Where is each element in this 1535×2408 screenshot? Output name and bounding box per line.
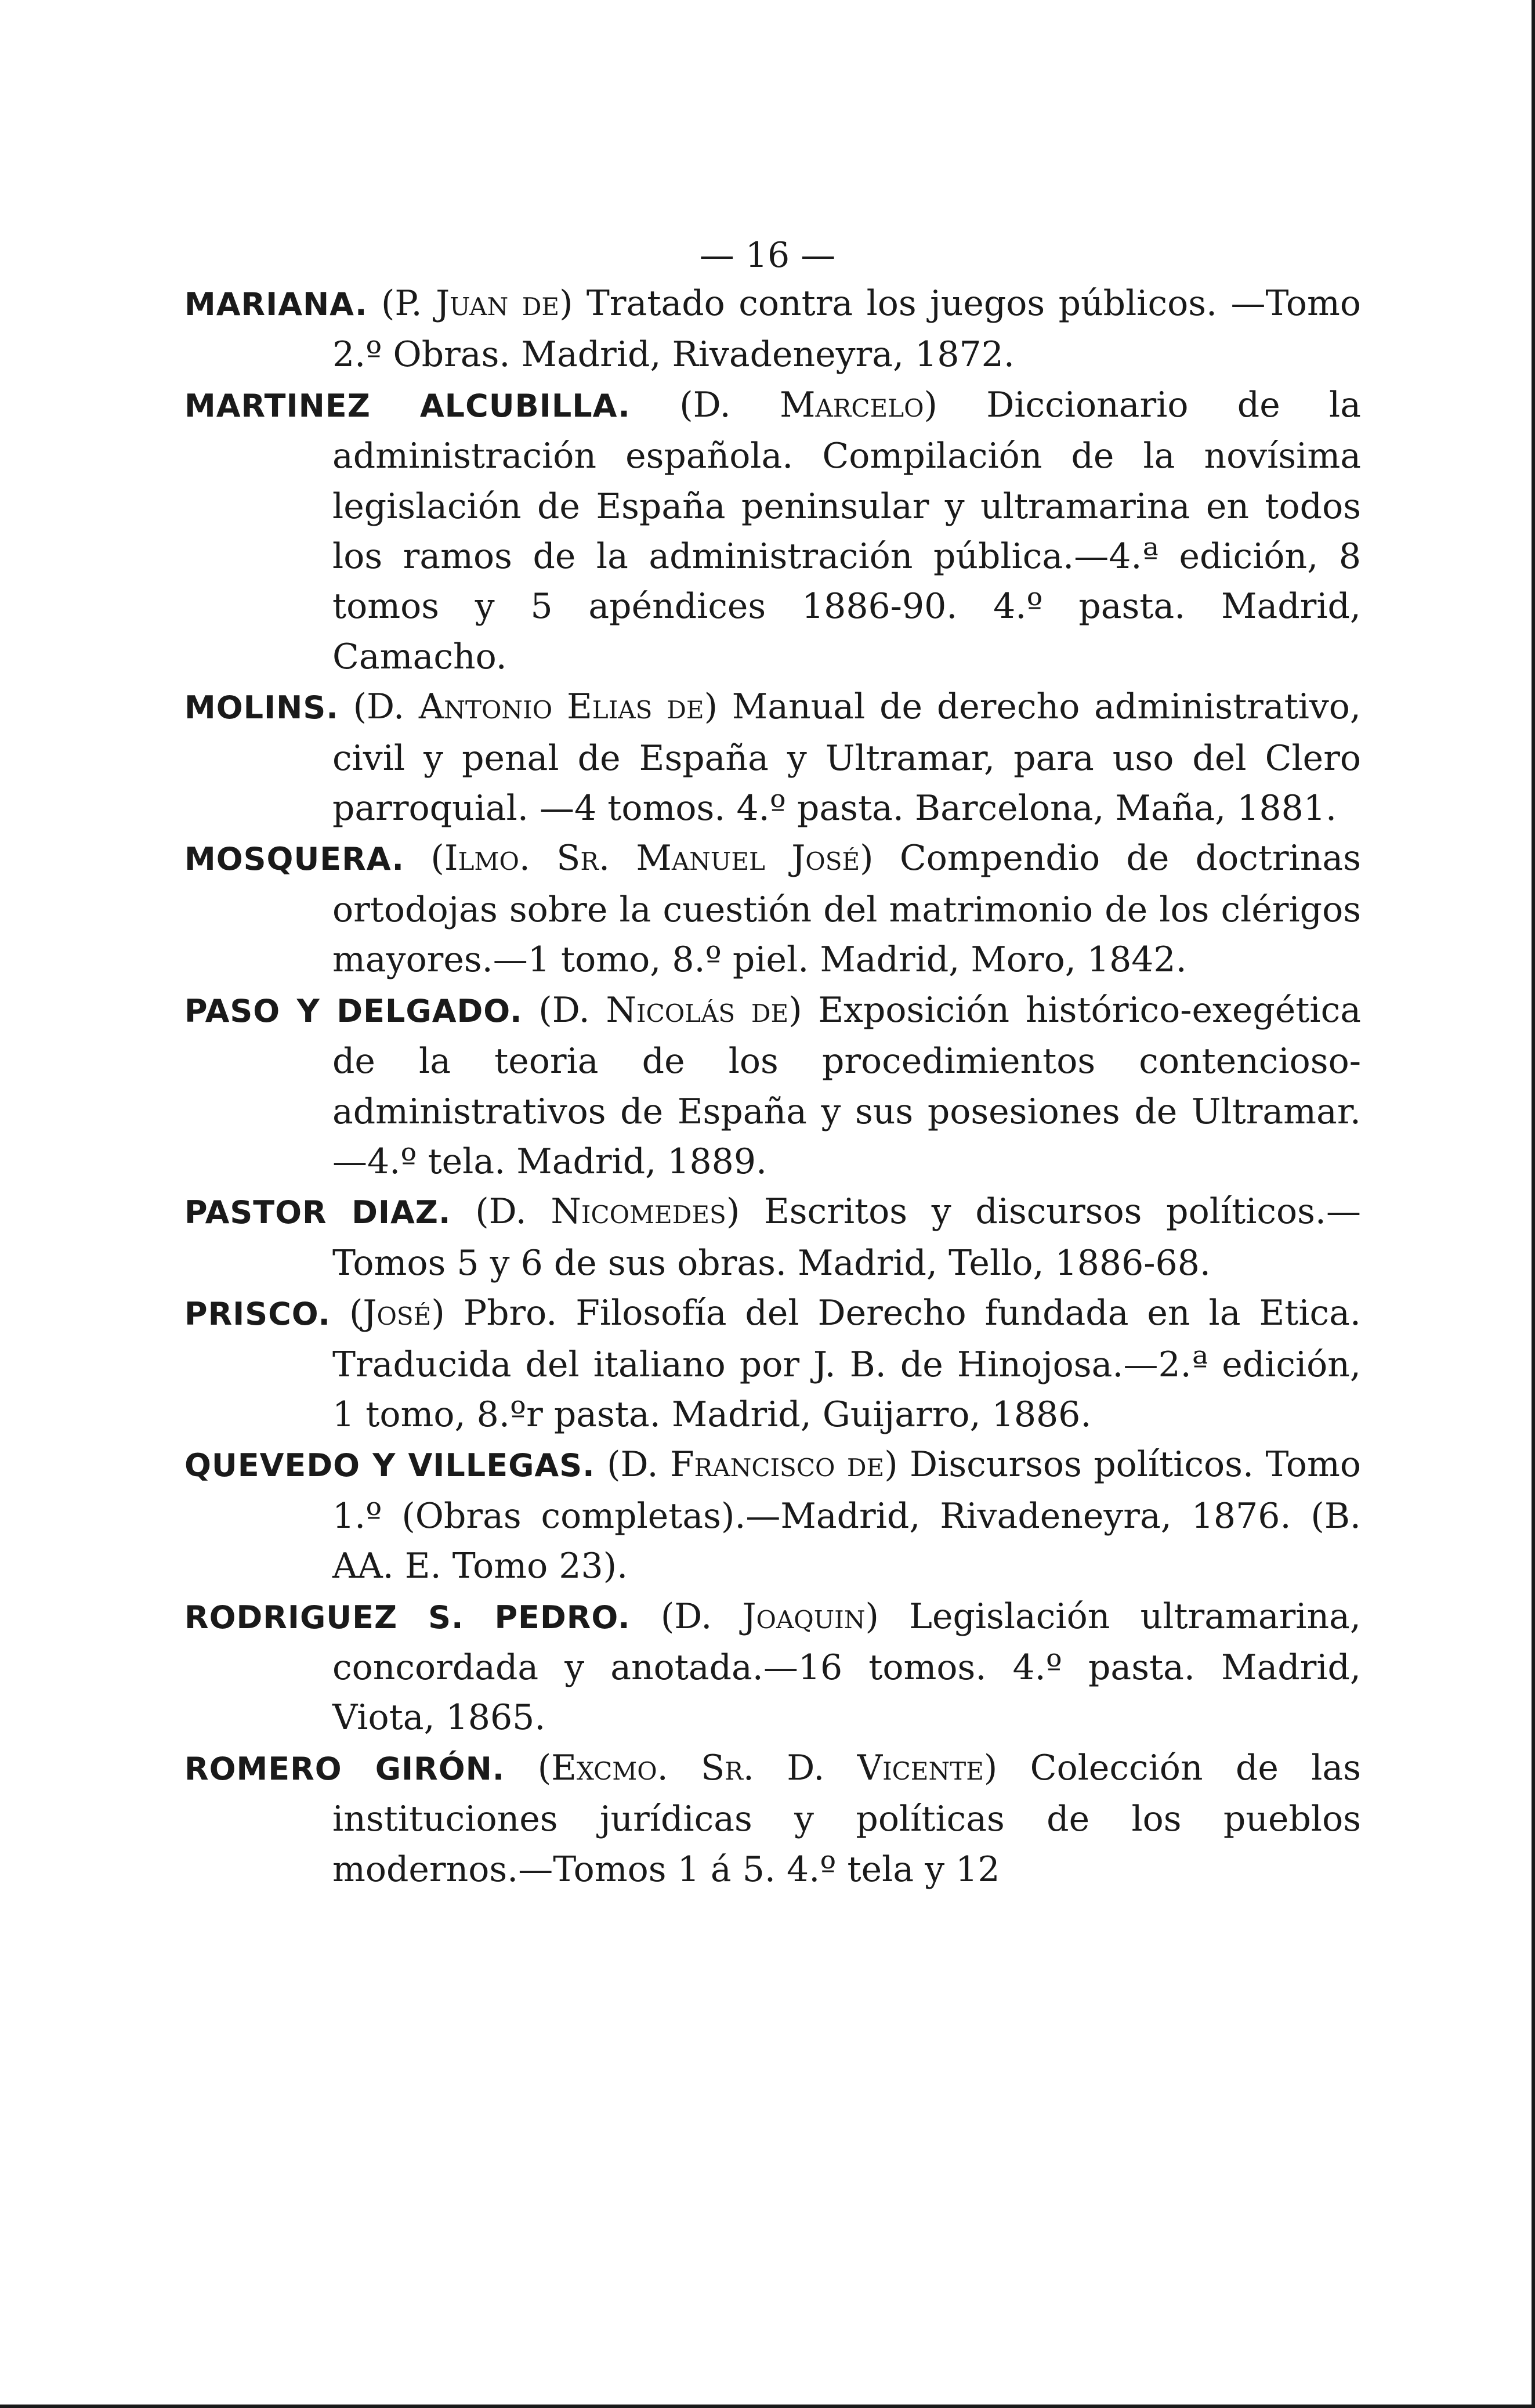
entry-text: ) Diccionario de la administración española. Compilación de la novísima legislación de España peninsular y ultramarina en todos los ramos de la administración pública.—4.ª edición, 8 tomos y 5 apéndices 1886-90. 4.º pasta. Madrid, Camacho. [332, 384, 1361, 677]
entry-author-name: José [363, 1293, 432, 1334]
entry-quevedo-y-villegas [184, 1440, 1361, 1591]
entry-headword: QUEVEDO Y VILLEGAS. [184, 1447, 595, 1484]
entry-author-name: Juan de [436, 283, 560, 324]
entry-prefix: (D. [660, 1596, 743, 1637]
entry-prefix: ( [430, 838, 444, 879]
entry-text: ) Colección de las instituciones jurídicas y políticas de los pueblos modernos.—Tomos 1 á 5. 4.º tela y 12 [332, 1747, 1361, 1890]
entry-martinez-alcubilla [184, 380, 1361, 682]
entry-headword: ROMERO GIRÓN. [184, 1750, 505, 1787]
entry-mosquera [184, 833, 1361, 985]
bibliography-list [184, 279, 1361, 1894]
entry-author-name: Francisco de [669, 1444, 885, 1485]
entry-author-name: Excmo. Sr. D. Vicente [551, 1747, 984, 1788]
entry-text: ) Manual de derecho administrativo, civil y penal de España y Ultramar, para uso del Clero parroquial. —4 tomos. 4.º pasta. Barcelona, Maña, 1881. [332, 686, 1361, 829]
entry-prefix: (D. [353, 686, 419, 728]
entry-headword: MARIANA. [184, 286, 368, 323]
entry-prefix: (D. [607, 1444, 670, 1485]
entry-headword: MOLINS. [184, 689, 339, 726]
entry-author-name: Joaquin [742, 1596, 866, 1637]
entry-romero-giron [184, 1743, 1361, 1894]
entry-prefix: ( [349, 1293, 363, 1334]
entry-headword: MOSQUERA. [184, 841, 405, 878]
entry-author-name: Nicolás de [606, 989, 789, 1031]
entry-text: ) Discursos políticos. Tomo 1.º (Obras completas).—Madrid, Rivadeneyra, 1876. (B. AA. E. Tomo 23). [332, 1444, 1361, 1587]
entry-prefix: (D. [475, 1191, 551, 1232]
entry-author-name: Ilmo. Sr. Manuel José [444, 838, 860, 879]
entry-headword: RODRIGUEZ S. PEDRO. [184, 1599, 631, 1636]
entry-headword: PRISCO. [184, 1296, 331, 1333]
page-number: — 16 — [699, 235, 836, 276]
page-border-right [1532, 0, 1535, 2408]
entry-text: ) Compendio de doctrinas ortodojas sobre la cuestión del matrimonio de los clérigos mayores.—1 tomo, 8.º piel. Madrid, Moro, 1842. [332, 838, 1361, 981]
entry-text: ) Pbro. Filosofía del Derecho fundada en la Etica. Traducida del italiano por J. B. de Hinojosa.—2.ª edición, 1 tomo, 8.ºr pasta. Madrid, Guijarro, 1886. [332, 1293, 1362, 1435]
entry-headword: PASO Y DELGADO. [184, 992, 523, 1029]
entry-prefix: (P. [381, 283, 436, 324]
entry-rodriguez-s-pedro [184, 1592, 1361, 1743]
entry-pastor-diaz [184, 1187, 1361, 1288]
entry-text: ) Legislación ultramarina, concordada y anotada.—16 tomos. 4.º pasta. Madrid, Viota, 1865. [332, 1596, 1361, 1738]
entry-headword: MARTINEZ ALCUBILLA. [184, 387, 631, 424]
entry-headword: PASTOR DIAZ. [184, 1194, 451, 1231]
entry-molins [184, 682, 1361, 833]
entry-author-name: Antonio Elias de [418, 686, 704, 728]
entry-text: ) Tratado contra los juegos públicos. —Tomo 2.º Obras. Madrid, Rivadeneyra, 1872. [332, 283, 1361, 375]
entry-prefix: (D. [538, 989, 606, 1031]
entry-prefix: ( [537, 1747, 552, 1788]
entry-paso-y-delgado [184, 985, 1361, 1187]
entry-prefix: (D. [679, 384, 780, 425]
entry-prisco [184, 1288, 1361, 1440]
page-border-bottom [0, 2405, 1535, 2408]
entry-text: ) Exposición histórico-exegética de la teoria de los procedimientos contencioso-administrativos de España y sus posesiones de Ultramar.—4.º tela. Madrid, 1889. [332, 989, 1361, 1182]
entry-text: ) Escritos y discursos políticos.—Tomos 5 y 6 de sus obras. Madrid, Tello, 1886-68. [332, 1191, 1361, 1283]
entry-author-name: Marcelo [780, 384, 924, 425]
entry-mariana [184, 279, 1361, 380]
entry-author-name: Nicomedes [551, 1191, 726, 1232]
